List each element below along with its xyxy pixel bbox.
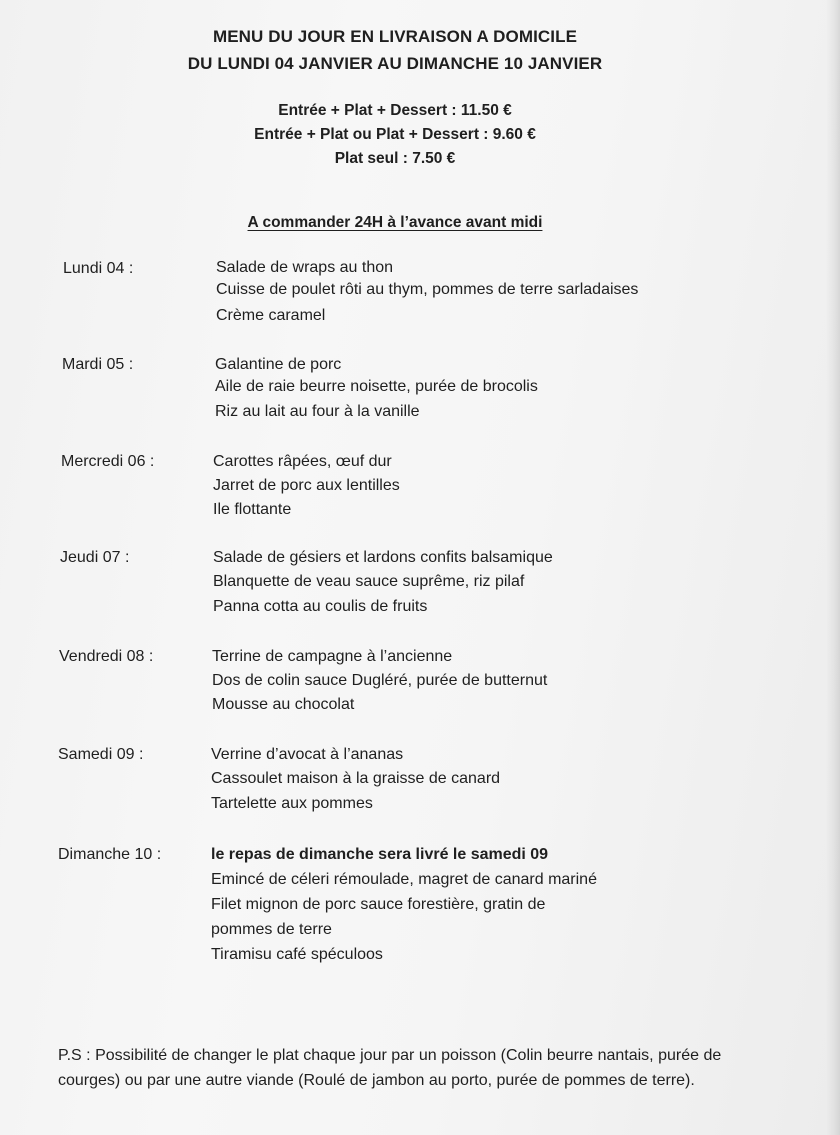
dish-starter: Carottes râpées, œuf dur (213, 453, 392, 470)
day-label: Lundi 04 : (63, 260, 134, 277)
order-notice (0, 214, 790, 232)
day-label: Jeudi 07 : (60, 549, 130, 566)
dish-main: Cuisse de poulet rôti au thym, pommes de terre sarladaises (216, 281, 639, 298)
dish-starter: Salade de gésiers et lardons confits balsamique (213, 549, 553, 566)
dish-dessert: Tiramisu café spéculoos (211, 946, 383, 963)
price-two-courses: Entrée + Plat ou Plat + Dessert : 9.60 € (254, 126, 536, 143)
dish-dessert: Mousse au chocolat (212, 696, 355, 713)
dish-starter: Verrine d’avocat à l’ananas (211, 746, 404, 763)
dish-main: Filet mignon de porc sauce forestière, gratin de (211, 896, 546, 913)
dish-dessert: Riz au lait au four à la vanille (215, 403, 420, 420)
day-block-jeudi (60, 549, 840, 639)
dish-main: Cassoulet maison à la graisse de canard (211, 770, 501, 787)
dish-main: Dos de colin sauce Dugléré, purée de butternut (212, 672, 548, 689)
ps-note: P.S : Possibilité de changer le plat chaque jour par un poisson (Colin beurre nantais, purée de courges) ou par une autre viande (Roulé de jambon au porto, purée de pommes de terre). (58, 1047, 722, 1089)
dish-starter: Terrine de campagne à l’ancienne (212, 648, 453, 665)
price-full-menu: Entrée + Plat + Dessert : 11.50 € (278, 102, 512, 119)
dish-dessert: Panna cotta au coulis de fruits (213, 598, 428, 615)
day-block-dimanche (58, 846, 840, 976)
day-label: Dimanche 10 : (58, 846, 162, 863)
dish-main-continued: pommes de terre (211, 921, 332, 938)
dish-dessert: Tartelette aux pommes (211, 795, 373, 812)
day-label: Mercredi 06 : (61, 453, 155, 470)
day-block-mercredi (61, 453, 840, 543)
dish-dessert: Crème caramel (216, 307, 326, 324)
day-label: Vendredi 08 : (59, 648, 154, 665)
day-label: Samedi 09 : (58, 746, 144, 763)
day-block-vendredi (59, 648, 840, 738)
delivery-note: le repas de dimanche sera livré le samedi 09 (211, 846, 549, 863)
order-notice-text: A commander 24H à l’avance avant midi (247, 214, 543, 231)
menu-title-line-2: DU LUNDI 04 JANVIER AU DIMANCHE 10 JANVIER (187, 54, 603, 73)
day-block-mardi (62, 356, 840, 446)
price-main-only: Plat seul : 7.50 € (334, 150, 456, 167)
dish-main: Jarret de porc aux lentilles (213, 477, 400, 494)
menu-title-line-1: MENU DU JOUR EN LIVRAISON A DOMICILE (212, 27, 578, 46)
dish-main: Blanquette de veau sauce suprême, riz pilaf (213, 573, 525, 590)
day-label: Mardi 05 : (62, 356, 134, 373)
day-block-samedi (58, 746, 840, 836)
dish-starter: Emincé de céleri rémoulade, magret de canard mariné (211, 871, 597, 888)
day-block-lundi (63, 260, 840, 350)
dish-starter: Galantine de porc (215, 356, 342, 373)
dish-starter: Salade de wraps au thon (216, 259, 394, 276)
dish-main: Aile de raie beurre noisette, purée de brocolis (215, 378, 538, 395)
dish-dessert: Ile flottante (213, 501, 292, 518)
